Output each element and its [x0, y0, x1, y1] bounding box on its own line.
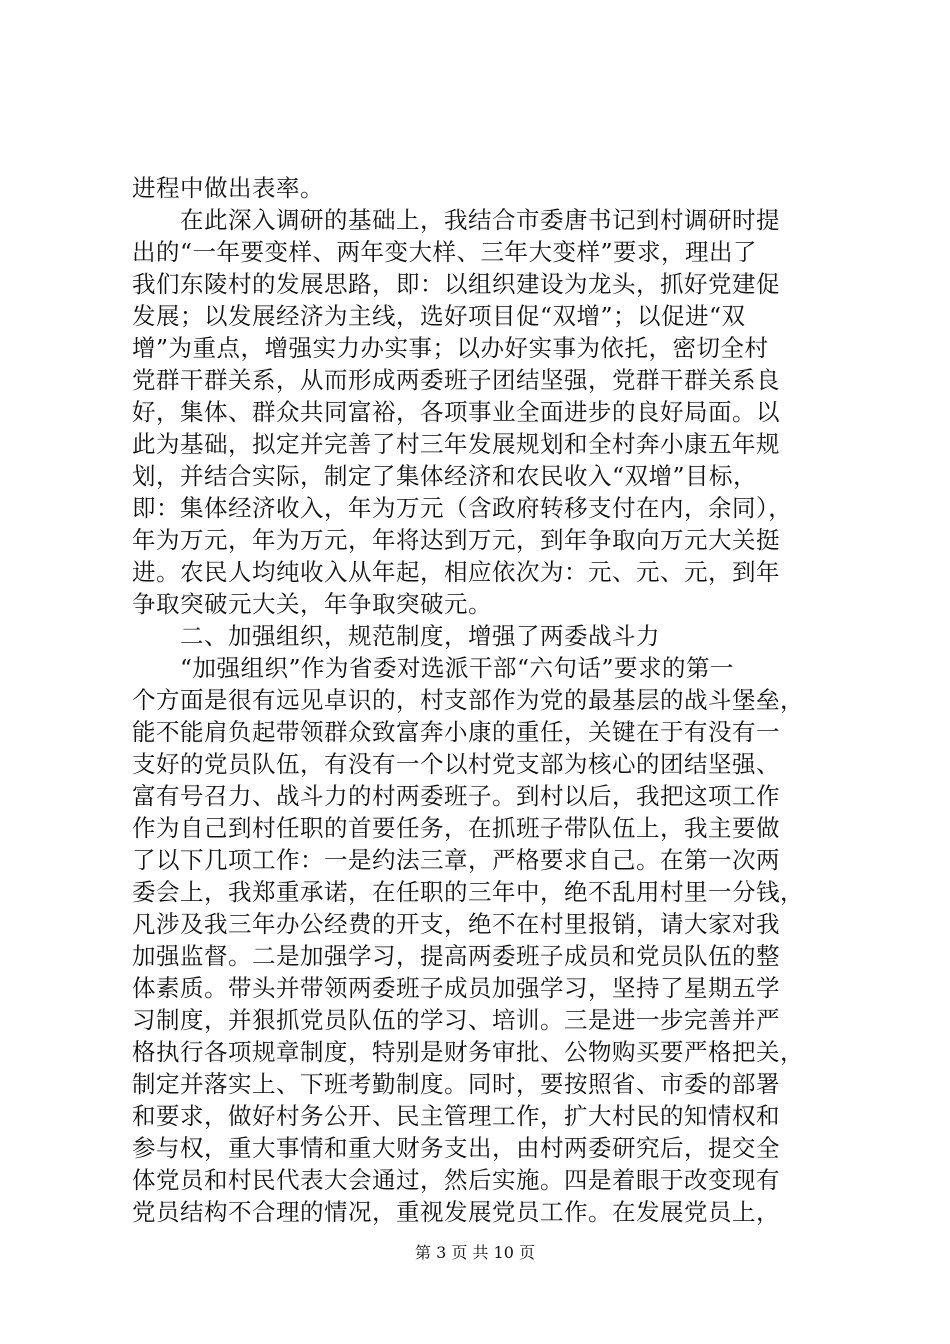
text-line: 二、加强组织，规范制度，增强了两委战斗力 [132, 622, 660, 650]
text-line: 能不能肩负起带领群众致富奔小康的重任，关键在于有没有一 [132, 718, 780, 746]
page-footer: 第 3 页 共 10 页 [415, 1243, 535, 1262]
text-line: 争取突破元大关，年争取突破元。 [132, 590, 492, 618]
text-line: 我们东陵村的发展思路，即：以组织建设为龙头，抓好党建促 [132, 270, 780, 298]
text-line: 增”为重点，增强实力办实事；以办好实事为依托，密切全村 [132, 334, 769, 362]
text-line: 即：集体经济收入，年为万元（含政府转移支付在内，余同）， [132, 494, 793, 522]
text-line: 进程中做出表率。 [132, 174, 324, 202]
text-line: 好，集体、群众共同富裕，各项事业全面进步的良好局面。以 [132, 398, 780, 426]
text-line: 加强监督。二是加强学习，提高两委班子成员和党员队伍的整 [132, 942, 780, 970]
text-line: 习制度，并狠抓党员队伍的学习、培训。三是进一步完善并严 [132, 1006, 780, 1034]
text-line: 作为自己到村任职的首要任务，在抓班子带队伍上，我主要做 [132, 814, 780, 842]
text-line: 此为基础，拟定并完善了村三年发展规划和全村奔小康五年规 [132, 430, 780, 458]
text-line: 划，并结合实际，制定了集体经济和农民收入“双增”目标， [132, 462, 758, 490]
text-line: 参与权，重大事情和重大财务支出，由村两委研究后，提交全 [132, 1134, 780, 1162]
text-line: 党群干群关系，从而形成两委班子团结坚强，党群干群关系良 [132, 366, 780, 394]
text-line: 发展；以发展经济为主线，选好项目促“双增”；以促进“双 [132, 302, 746, 330]
text-line: 进。农民人均纯收入从年起，相应依次为：元、元、元，到年 [132, 558, 780, 586]
text-line: 支好的党员队伍，有没有一个以村党支部为核心的团结坚强、 [132, 750, 780, 778]
text-line: 了以下几项工作：一是约法三章，严格要求自己。在第一次两 [132, 846, 780, 874]
text-line: 凡涉及我三年办公经费的开支，绝不在村里报销，请大家对我 [132, 910, 780, 938]
text-line: 富有号召力、战斗力的村两委班子。到村以后，我把这项工作 [132, 782, 780, 810]
text-line: 个方面是很有远见卓识的，村支部作为党的最基层的战斗堡垒， [132, 686, 804, 714]
text-line: 格执行各项规章制度，特别是财务审批、公物购买要严格把关， [132, 1038, 804, 1066]
text-line: 体党员和村民代表大会通过，然后实施。四是着眼于改变现有 [132, 1166, 780, 1194]
text-line: 在此深入调研的基础上，我结合市委唐书记到村调研时提 [132, 206, 780, 234]
text-line: 体素质。带头并带领两委班子成员加强学习，坚持了星期五学 [132, 974, 780, 1002]
text-line: 出的“一年要变样、两年变大样、三年大变样”要求，理出了 [132, 238, 758, 266]
text-line: 制定并落实上、下班考勤制度。同时，要按照省、市委的部署 [132, 1070, 780, 1098]
text-line: “加强组织”作为省委对选派干部“六句话”要求的第一 [132, 654, 735, 682]
text-line: 和要求，做好村务公开、民主管理工作，扩大村民的知情权和 [132, 1102, 780, 1130]
text-line: 委会上，我郑重承诺，在任职的三年中，绝不乱用村里一分钱， [132, 878, 804, 906]
text-line: 党员结构不合理的情况，重视发展党员工作。在发展党员上， [132, 1198, 780, 1226]
text-line: 年为万元，年为万元，年将达到万元，到年争取向万元大关挺 [132, 526, 780, 554]
body-text [132, 172, 822, 1228]
